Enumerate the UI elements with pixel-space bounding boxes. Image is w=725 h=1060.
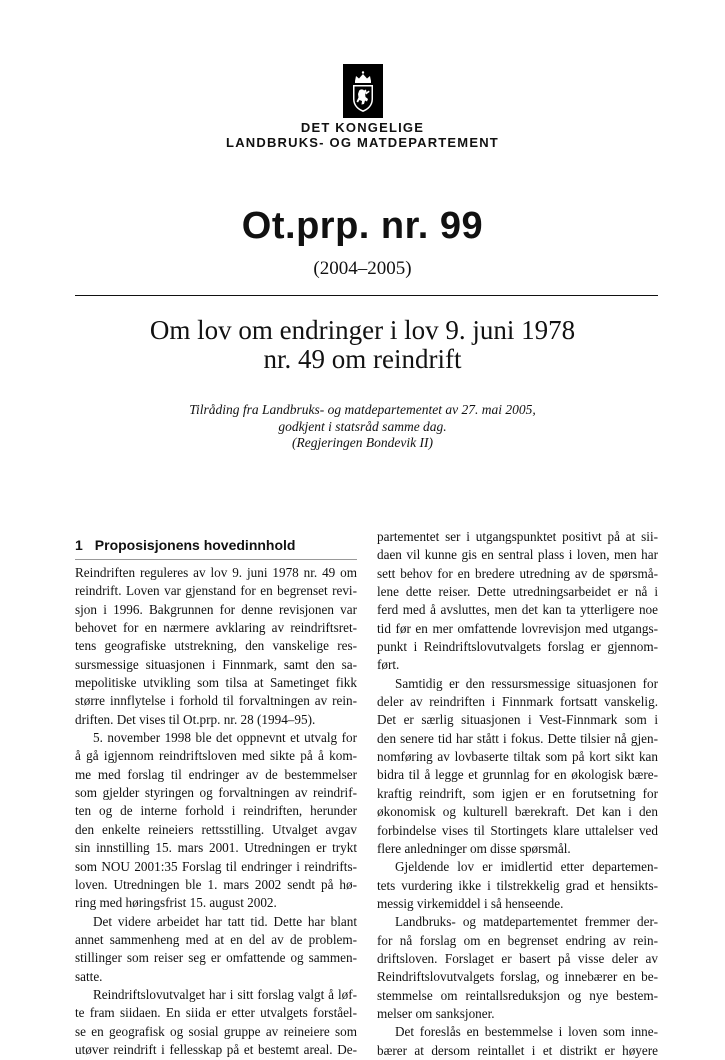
text-line: Samtidig er den ressursmessige situasjonen for xyxy=(395,675,658,691)
department-name-line1: DET KONGELIGE xyxy=(300,120,425,135)
norwegian-royal-crest-icon xyxy=(343,64,383,118)
text-line: bidra til å legge et grunnlag for en økologisk bære- xyxy=(377,767,658,783)
text-line: stemmelse om reintallsreduksjon og nye bestem- xyxy=(377,987,658,1003)
text-line: som NOU 2001:35 Forslag til endringer i reindrifts- xyxy=(75,858,357,874)
text-line: sett behov for en bredere utredning av de spørsmå- xyxy=(377,565,658,581)
text-line: for nå forslag om en begrenset endring av rein- xyxy=(377,932,658,948)
text-line: Det foreslås en bestemmelse i loven som inne- xyxy=(395,1024,658,1040)
body-text-left xyxy=(75,564,357,1059)
section-number: 1 xyxy=(75,537,83,553)
text-line: kraftig reindrift, som igjen er en forutsetning for xyxy=(377,785,658,801)
text-line: Reindriftslovutvalget har i sitt forslag valgt å løf- xyxy=(93,986,357,1002)
text-line: mepolitiske utvikling som tilsa at Sametinget fikk xyxy=(75,675,357,691)
text-line: punkt i Reindriftslovutvalgets forslag er gjennom- xyxy=(377,639,658,655)
text-line: behovet for en nærmere avklaring av reindriftsret- xyxy=(75,620,357,636)
text-line: forbindelse vises til Stortingets klare uttalelser ved xyxy=(377,822,658,838)
text-line: partementet ser i utgangspunktet positivt på at sii- xyxy=(377,529,658,544)
text-line: Det er særlig situasjonen i Vest-Finnmark som i xyxy=(377,712,658,728)
text-line: lene dette reiser. Dette utredningsarbeidet er nå i xyxy=(377,584,658,600)
approval-line: (Regjeringen Bondevik II) xyxy=(292,435,433,450)
text-line: sursmessige situasjonen i Finnmark, samt den sa- xyxy=(75,656,357,672)
text-line: annet sammenheng med at en del av de problem- xyxy=(75,931,357,947)
body-column-left xyxy=(75,528,357,1059)
approval-line: godkjent i statsråd samme dag. xyxy=(278,418,447,434)
text-line: den enkelte reineiers rettsstilling. Utvalget avgav xyxy=(75,821,357,837)
text-line: tid før en mer omfattende lovrevisjon med utgangs- xyxy=(377,620,658,636)
text-line: som gjelder styringen og forvaltningen av reindrif- xyxy=(75,785,357,801)
text-line: Det videre arbeidet har tatt tid. Dette har blant xyxy=(93,913,357,929)
text-line: Reindriftslovutvalgets forslag, og innebærer en be- xyxy=(377,969,658,985)
text-line: daen vil kunne gis en sentral plass i loven, men har xyxy=(377,547,658,563)
document-subtitle xyxy=(0,316,725,374)
text-line: tets vurdering ikke i tilstrekkelig grad et hensikts- xyxy=(377,877,658,893)
text-line: te fram siidaen. En siida er etter utvalgets forståel- xyxy=(75,1005,357,1021)
text-line: ført. xyxy=(377,657,400,673)
text-line: ring med høringsfrist 15. august 2002. xyxy=(75,895,277,911)
text-line: bærer at dersom reintallet i et distrikt er høyere xyxy=(377,1042,658,1058)
section-title: Proposisjonens hovedinnhold xyxy=(94,537,296,553)
text-line: messig virkemiddel i så henseende. xyxy=(377,895,564,911)
text-line: se en geografisk og sosial gruppe av reineiere som xyxy=(75,1023,357,1039)
text-line: satte. xyxy=(75,968,103,984)
text-line: melser om sanksjoner. xyxy=(377,1005,495,1021)
text-line: driftsloven. Forslaget er basert på visse deler av xyxy=(377,950,658,966)
text-line: nomføring av lovbaserte tiltak som på kort sikt kan xyxy=(377,749,658,765)
title-divider xyxy=(75,295,658,296)
approval-note xyxy=(0,402,725,452)
text-line: driften. Det vises til Ot.prp. nr. 28 (1994–95). xyxy=(75,711,316,727)
subtitle-line: nr. 49 om reindrift xyxy=(263,344,462,374)
text-line: sjon i 1996. Bakgrunnen for denne revisjonen var xyxy=(75,601,357,617)
text-line: økonomisk og kulturell bærekraft. Det kan i den xyxy=(377,804,658,820)
text-line: tens geografiske utstrekning, den vanskelige res- xyxy=(75,638,357,654)
text-line: ferd med å avsluttes, men det kan ta ytterligere noe xyxy=(377,602,658,618)
body-text-right xyxy=(377,528,658,1060)
text-line: stillinger som reiser seg er omfattende og sammen- xyxy=(75,950,357,966)
text-line: ten og de interne forhold i reindriften, herunder xyxy=(75,803,357,819)
text-line: Reindriften reguleres av lov 9. juni 1978 nr. 49 om xyxy=(75,565,357,580)
text-line: utøver reindrift i fellesskap på et bestemt areal. De- xyxy=(75,1041,357,1057)
text-line: flere anledninger om disse spørsmål. xyxy=(377,840,571,856)
text-line: sin innstilling 15. mars 2001. Utredningen er trykt xyxy=(75,840,357,856)
approval-line: Tilråding fra Landbruks- og matdepartementet av 27. mai 2005, xyxy=(189,402,536,417)
text-line: reindrift. Loven var gjenstand for en begrenset revi- xyxy=(75,583,357,599)
section-heading xyxy=(75,536,357,560)
text-line: den senere tid har stått i fokus. Dette tilsier nå gjen- xyxy=(377,730,658,746)
subtitle-line: Om lov om endringer i lov 9. juni 1978 xyxy=(149,315,576,345)
body-column-right xyxy=(377,528,658,1060)
text-line: større innflytelse i forhold til forvaltningen av rein- xyxy=(75,693,357,709)
text-line: å gå igjennom reindriftsloven med sikte på å kom- xyxy=(75,748,357,764)
text-line: Landbruks- og matdepartementet fremmer der- xyxy=(395,914,658,930)
text-line: 5. november 1998 ble det oppnevnt et utvalg for xyxy=(93,730,357,746)
session-year: (2004–2005) xyxy=(313,258,412,279)
text-line: loven. Utredningen ble 1. mars 2002 sendt på hø- xyxy=(75,876,357,892)
text-line: me med forslag til endringer av de bestemmelser xyxy=(75,766,357,782)
text-line: Gjeldende lov er imidlertid etter departemen- xyxy=(395,859,658,875)
text-line: deler av reindriften i Finnmark fortsatt vanskelig. xyxy=(377,694,658,710)
department-name-line2: LANDBRUKS- OG MATDEPARTEMENT xyxy=(226,135,499,150)
document-title: Ot.prp. nr. 99 xyxy=(241,205,484,247)
